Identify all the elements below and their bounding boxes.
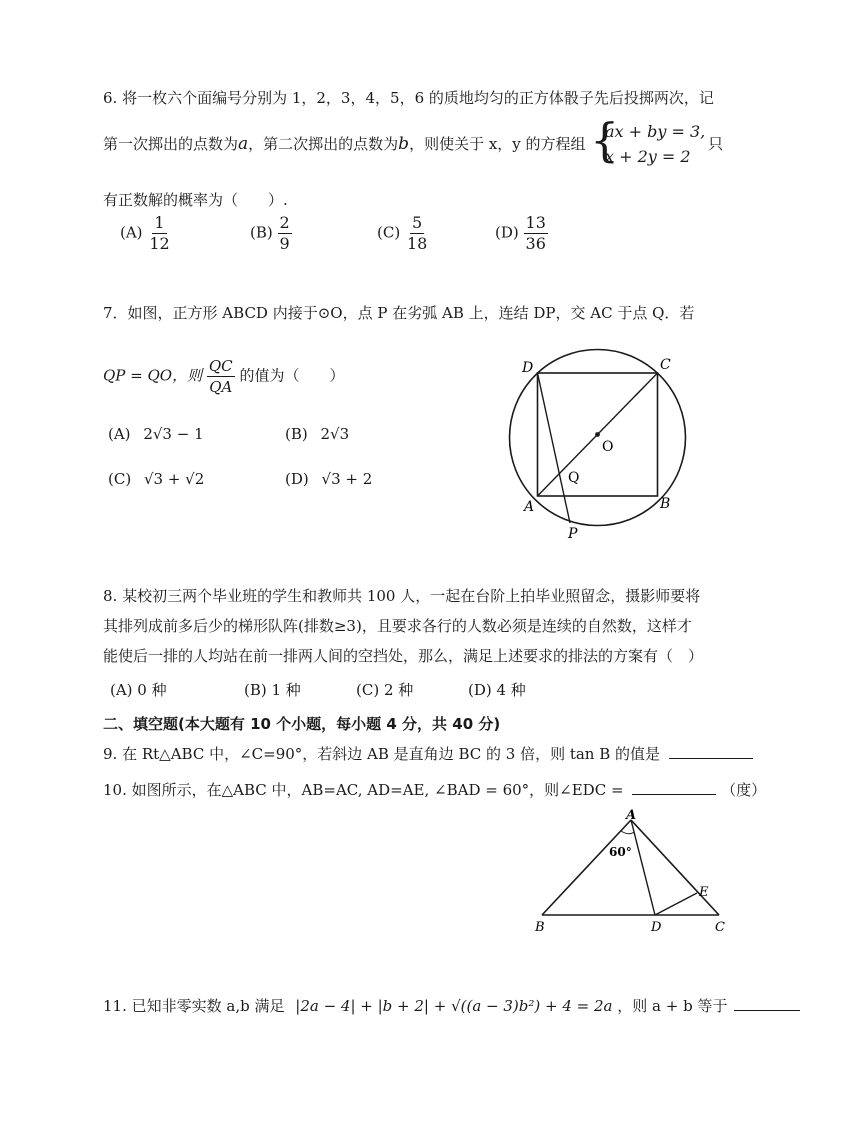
q7-option-c[interactable]	[108, 469, 204, 489]
q11-expression: |2a − 4| + |b + 2| + √((a − 3)b²) + 4 = 2a	[295, 997, 613, 1015]
q6-option-d[interactable]	[495, 213, 548, 254]
q7-option-b[interactable]	[285, 424, 349, 444]
question-9	[103, 744, 753, 764]
q6-option-c[interactable]	[377, 213, 429, 254]
option-label: (A)	[108, 425, 131, 443]
q8-option-a[interactable]: (A) 0 种	[110, 681, 167, 699]
q8-option-d[interactable]: (D) 4 种	[468, 681, 526, 699]
q6-text: ，则使关于 x，y 的方程组	[409, 135, 586, 153]
q7-option-a[interactable]	[108, 424, 204, 444]
q7-option-d[interactable]	[285, 469, 372, 489]
option-label: (D)	[495, 223, 519, 242]
option-label: (C)	[377, 223, 401, 242]
q6-equation-1: ax + by = 3,	[605, 122, 706, 141]
q6-text: 第一次掷出的点数为	[103, 135, 239, 153]
q7-line-1: 7．如图，正方形 ABCD 内接于⊙O，点 P 在劣弧 AB 上，连结 DP，交 AC 于点 Q．若	[103, 304, 695, 322]
q9-answer-blank[interactable]	[669, 744, 753, 759]
option-label: (A)	[120, 223, 143, 242]
q6-line-3: 有正数解的概率为（ ）.	[103, 191, 288, 209]
q9-text: 9. 在 Rt△ABC 中，∠C=90°，若斜边 AB 是直角边 BC 的 3 倍，则 tan B 的值是	[103, 745, 661, 763]
option-value: √3 + 2	[321, 470, 373, 488]
q10-text: 10. 如图所示，在△ABC 中，AB=AC, AD=AE, ∠BAD = 60°，则∠EDC =	[103, 781, 624, 799]
q6-var-b: b	[398, 134, 410, 154]
fraction-denominator: QA	[209, 378, 233, 396]
q6-line-2-end: 只	[708, 135, 724, 153]
q6-text: ，第二次掷出的点数为	[248, 135, 399, 153]
q8-line-3: 能使后一排的人均站在前一排两人间的空挡处，那么，满足上述要求的排法的方案有（ ）	[103, 647, 704, 665]
label-a: A	[626, 808, 637, 823]
q6-option-b[interactable]	[250, 213, 292, 254]
fraction-denominator: 18	[406, 234, 428, 253]
label-a: A	[524, 499, 535, 515]
label-b: B	[660, 496, 671, 512]
option-label: (B)	[285, 425, 308, 443]
option-label: (C)	[108, 470, 132, 488]
option-value: √3 + √2	[143, 470, 205, 488]
label-d: D	[651, 920, 662, 935]
label-p: P	[568, 526, 578, 542]
segment-ad	[631, 820, 655, 915]
equation-system-brace: {	[590, 113, 620, 167]
label-e: E	[699, 885, 709, 900]
option-label: (D)	[285, 470, 309, 488]
q8-option-b[interactable]: (B) 1 种	[244, 681, 301, 699]
q7-condition: QP = QO，则	[103, 366, 203, 385]
q6-line-2	[103, 134, 586, 154]
center-point	[595, 432, 600, 437]
fraction-numerator: 1	[154, 213, 165, 232]
q6-option-a[interactable]	[120, 213, 172, 254]
q11-text-end: ，则 a + b 等于	[617, 997, 728, 1015]
fraction-numerator: 13	[525, 213, 546, 232]
label-b: B	[535, 920, 545, 935]
option-value: 2√3 − 1	[143, 425, 204, 443]
label-c: C	[715, 920, 725, 935]
q7-line-2	[103, 356, 344, 397]
circle-square-figure	[500, 345, 700, 550]
angle-arc	[621, 831, 634, 834]
side-ac	[631, 820, 719, 915]
q6-var-a: a	[238, 134, 249, 154]
fraction-denominator: 9	[279, 234, 290, 253]
q11-answer-blank[interactable]	[734, 996, 800, 1011]
option-value: 2√3	[320, 425, 350, 443]
q8-line-1: 8. 某校初三两个毕业班的学生和教师共 100 人，一起在台阶上拍毕业照留念，摄影师要将	[103, 587, 701, 605]
label-q: Q	[568, 470, 580, 486]
fraction-numerator: 5	[412, 213, 423, 232]
segment-dp	[538, 373, 571, 523]
section-heading: 二、填空题(本大题有 10 个小题，每小题 4 分，共 40 分)	[103, 715, 501, 733]
fraction-numerator: QC	[208, 357, 233, 375]
question-10	[103, 780, 766, 800]
label-c: C	[660, 357, 671, 373]
label-o: O	[602, 439, 614, 455]
option-label: (B)	[250, 223, 273, 242]
fraction-denominator: 36	[525, 234, 546, 253]
q8-line-2: 其排列成前多后少的梯形队阵(排数≥3)，且要求各行的人数必须是连续的自然数，这样才	[103, 617, 692, 635]
q10-answer-blank[interactable]	[632, 780, 716, 795]
angle-label: 60°	[609, 845, 632, 859]
question-11	[103, 996, 800, 1016]
q8-option-c[interactable]: (C) 2 种	[356, 681, 414, 699]
q6-line-1: 6. 将一枚六个面编号分别为 1，2，3，4，5，6 的质地均匀的正方体骰子先后投掷两次，记	[103, 89, 714, 107]
side-ab	[542, 820, 631, 915]
fraction-numerator: 2	[279, 213, 290, 232]
q11-text: 11. 已知非零实数 a,b 满足	[103, 997, 285, 1015]
label-d: D	[522, 360, 534, 376]
q10-unit: （度）	[721, 781, 767, 799]
fraction-denominator: 12	[149, 234, 170, 253]
triangle-abc-figure	[525, 805, 735, 940]
segment-de	[655, 893, 697, 915]
q6-equation-2: x + 2y = 2	[605, 147, 691, 166]
q7-text: 的值为（ ）	[239, 366, 345, 385]
